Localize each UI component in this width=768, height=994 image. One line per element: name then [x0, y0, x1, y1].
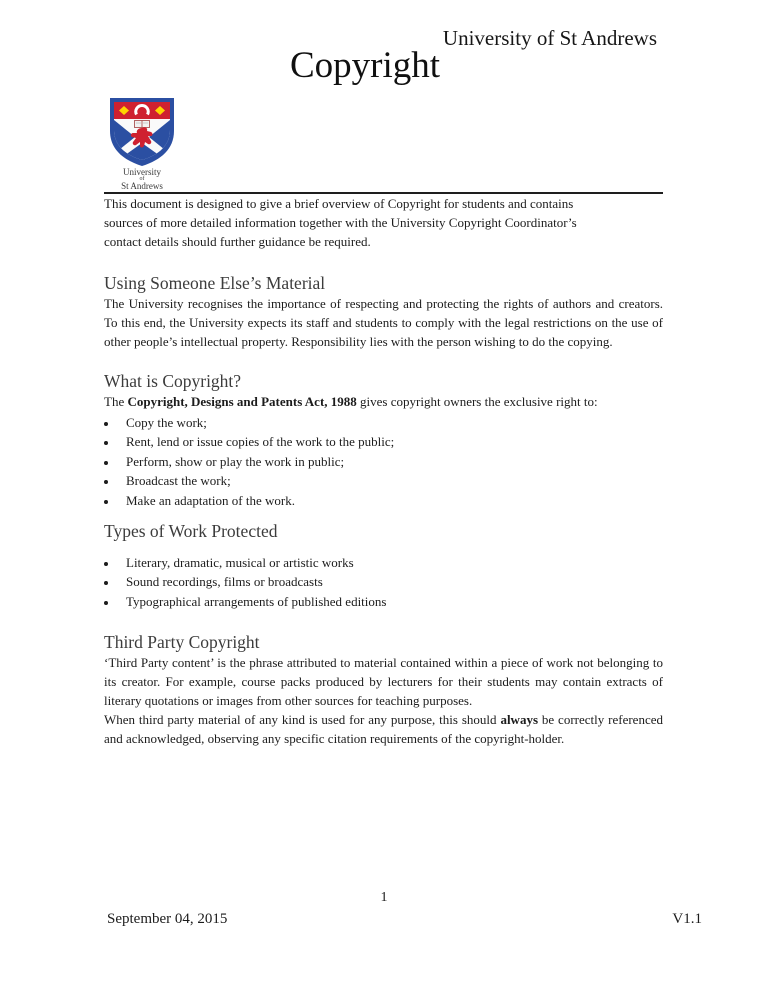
university-crest-logo: [106, 97, 178, 190]
logo-caption-line: of: [139, 176, 145, 182]
logo-caption: [106, 168, 178, 190]
page-title: Copyright: [290, 45, 441, 86]
act-lead-prefix: The: [104, 394, 128, 409]
organization-name: University of St Andrews: [442, 26, 657, 50]
section-heading-third-party: Third Party Copyright: [104, 632, 260, 653]
list-item: • Sound recordings, films or broadcasts: [118, 572, 663, 591]
logo-caption-line: University: [123, 167, 161, 177]
third-party-2-suffix: be correctly referenced and acknowledged, observing any specific citation requirements of the copyright-holder.: [104, 712, 663, 747]
footer-date: September 04, 2015: [107, 911, 228, 927]
act-name-bold: Copyright, Designs and Patents Act, 1988: [127, 394, 357, 409]
crest-book: [135, 121, 150, 128]
bullet-list-exclusive-rights: [104, 413, 663, 510]
list-item: • Literary, dramatic, musical or artistic works: [118, 553, 663, 572]
list-item: • Perform, show or play the work in public;: [118, 452, 663, 471]
paragraph-copyright-act: [104, 392, 626, 411]
list-item: • Make an adaptation of the work.: [118, 491, 663, 510]
list-item: • Broadcast the work;: [118, 471, 663, 490]
logo-caption-line: St Andrews: [121, 181, 163, 191]
paragraph-using-material: The University recognises the importance of respecting and protecting the rights of authors and creators. To this end, the University expects its staff and students to comply with the legal restrictions on the use of other people’s intellectual property. Responsibility lies with the person wishing to do the copying.: [104, 296, 663, 349]
list-item: • Copy the work;: [118, 413, 663, 432]
footer-version: V1.1: [672, 911, 702, 927]
intro-paragraph: This document is designed to give a brief overview of Copyright for students and contains sources of more detailed information together with the University Copyright Coordinator’s contact details should further guidance be required.: [104, 196, 577, 249]
section-heading-types-of-work: Types of Work Protected: [104, 521, 278, 542]
university-crest-icon: [108, 97, 176, 167]
page-number: 1: [380, 890, 388, 905]
paragraph-third-party-1: ‘Third Party content’ is the phrase attributed to material contained within a piece of work not belonging to its creator. For example, course packs produced by lecturers for their students may contain extracts of literary quotations or images from other sources for teaching purposes.: [104, 655, 663, 709]
section-heading-using-material: Using Someone Else’s Material: [104, 273, 326, 293]
list-item: • Typographical arrangements of published editions: [118, 592, 663, 611]
act-lead-suffix: gives copyright owners the exclusive right to:: [356, 394, 598, 409]
section-heading-what-is-copyright: What is Copyright?: [104, 371, 242, 391]
third-party-2-prefix: When third party material of any kind is used for any purpose, this should: [104, 712, 501, 728]
paragraph-third-party-2: [104, 710, 663, 748]
list-item: • Rent, lend or issue copies of the work to the public;: [118, 432, 663, 451]
third-party-2-bold: always: [500, 712, 538, 728]
document-body: [104, 194, 663, 748]
page-footer: [107, 911, 702, 928]
document-header: [104, 0, 663, 194]
bullet-list-work-types: [104, 553, 663, 611]
